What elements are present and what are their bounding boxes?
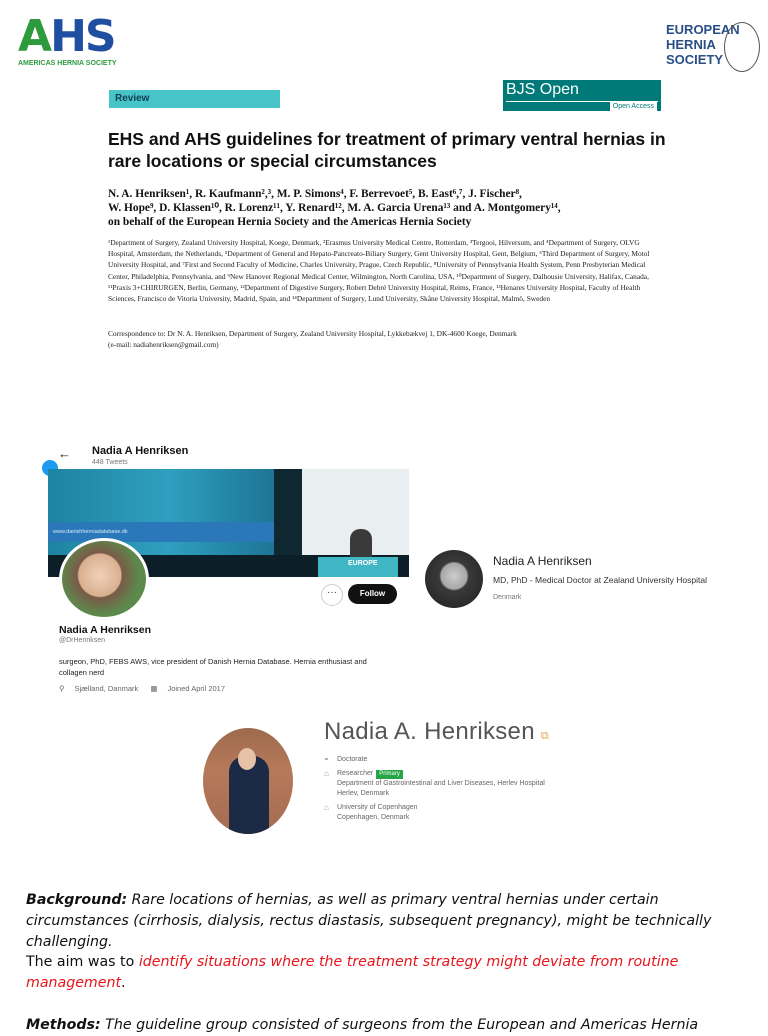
- linkedin-title: MD, PhD - Medical Doctor at Zealand University Hospital: [493, 575, 707, 585]
- section-label: Review: [109, 90, 280, 108]
- affiliations: ¹Department of Surgery, Zealand University Hospital, Koege, Denmark, ²Erasmus University Medical Centre, Rotterdam, ³Tergooi, Hilversum, and ⁴Department of Surgery, OLVG Hospital, Amsterdam, the Netherlands, ⁵Department of General and Hepato-Pancreato-Biliary Surgery, Gent University Hospital, Gent, Belgium, ⁶Third Department of Surgery, Motol University Hospital, and ⁷First and Second Faculty of Medicine, Charles University, Prague, Czech Republic, ⁸University of Pennsylvania Health System, Penn Presbyterian Medical Center, Philadelphia, Pennsylvania, and ⁹New Hanover Regional Medical Center, Wilmington, North Carolina, USA, ¹⁰Department of Surgery, Dalhousie University, Halifax, Canada, ¹¹Praxis 3+CHIRURGEN, Berlin, Germany, ¹²Department of Digestive Surgery, Robert Debré University Hospital, Reims, France, ¹³Henares University Hospital, Faculty of Health Sciences, Francisco de Vitoria University, Madrid, Spain, and ¹⁴Department of Surgery, Lund University, Skåne University Hospital, Malmö, Sweden: [108, 238, 650, 304]
- methods-label: Methods:: [26, 1017, 101, 1033]
- twitter-avatar[interactable]: [59, 538, 149, 620]
- twitter-meta: [59, 684, 235, 693]
- journal-name: BJS Open: [506, 81, 579, 98]
- banner-url-text: www.danishherniadatabase.dk: [53, 529, 128, 535]
- more-options-button[interactable]: ···: [321, 584, 343, 606]
- institution-icon: ⌂: [324, 769, 329, 778]
- twitter-display-name: Nadia A Henriksen: [59, 624, 152, 636]
- research-profile-name-text: Nadia A. Henriksen: [324, 718, 535, 745]
- background-paragraph: [26, 890, 746, 953]
- ahs-logo-hs: HS: [50, 11, 115, 62]
- linkedin-name[interactable]: Nadia A Henriksen: [493, 554, 592, 568]
- university-text: University of Copenhagen: [337, 804, 418, 811]
- graduation-cap-icon: ◓: [324, 755, 329, 764]
- twitter-profile-card: [48, 438, 410, 702]
- research-profile-name: [324, 718, 549, 746]
- banner-podium-text: EUROPE: [348, 560, 378, 567]
- role-text: Researcher: [337, 770, 374, 777]
- author-list: [108, 187, 668, 229]
- journal-badge: [503, 80, 661, 111]
- authors-line-3: on behalf of the European Hernia Society and the Americas Hernia Society: [108, 216, 472, 228]
- tweet-count: 448 Tweets: [92, 459, 128, 466]
- primary-badge: Primary: [376, 770, 403, 779]
- twitter-location: Sjælland, Danmark: [74, 684, 139, 693]
- banner-podium: [318, 557, 398, 577]
- linkedin-avatar[interactable]: [425, 550, 483, 608]
- aim-highlight: identify situations where the treatment strategy might deviate from routine management: [26, 954, 679, 991]
- institution-icon: ⌂: [324, 803, 329, 812]
- ehs-logo-line3: SOCIETY: [666, 52, 724, 67]
- university-location: Copenhagen, Denmark: [337, 814, 410, 821]
- correspondence-email: (e-mail: nadiahenriksen@gmail.com): [108, 339, 219, 349]
- twitter-bio: surgeon, PhD, FEBS AWS, vice president of Danish Hernia Database. Hernia enthusiast and collagen nerd: [59, 657, 367, 677]
- ehs-seal-icon: [724, 22, 760, 72]
- correspondence: [108, 329, 664, 350]
- degree-row: [324, 755, 584, 765]
- ahs-logo: [18, 11, 117, 80]
- methods-text: The guideline group consisted of surgeons from the European and Americas Hernia: [100, 1017, 699, 1033]
- twitter-joined: Joined April 2017: [167, 684, 226, 693]
- external-link-icon[interactable]: ⧉: [540, 730, 549, 742]
- background-text: Rare locations of hernias, as well as primary ventral hernias under certain circumstances (cirrhosis, dialysis, rectus diastasis, subsequent pregnancy), might be technically challenging.: [26, 892, 712, 950]
- twitter-handle: @DrHenriksen: [59, 637, 106, 644]
- background-label: Background:: [26, 892, 128, 908]
- follow-button[interactable]: Follow: [348, 584, 397, 604]
- authors-line-1: N. A. Henriksen¹, R. Kaufmann²,³, M. P. Simons⁴, F. Berrevoet⁵, B. East⁶,⁷, J. Fischer⁸,: [108, 188, 522, 200]
- ehs-logo: [666, 22, 762, 78]
- aim-paragraph: [26, 952, 746, 994]
- location-pin-icon: ⚲: [59, 684, 65, 693]
- open-access-label: Open Access: [610, 102, 657, 111]
- ahs-logo-a: A: [18, 11, 51, 62]
- role-row: [324, 769, 584, 799]
- banner-speaker: [350, 529, 372, 559]
- research-profile-details: [324, 755, 584, 827]
- department-text: Department of Gastrointestinal and Liver Diseases, Herlev Hospital: [337, 780, 545, 787]
- authors-line-2: W. Hope⁹, D. Klassen¹⁰, R. Lorenz¹¹, Y. Renard¹², M. A. Garcia Urena¹³ and A. Montgomery¹⁴,: [108, 202, 561, 214]
- aim-suffix: .: [121, 975, 126, 991]
- photo-face: [238, 748, 256, 770]
- twitter-header-name: Nadia A Henriksen: [92, 445, 189, 457]
- aim-prefix: The aim was to: [26, 954, 139, 970]
- calendar-icon: ▦: [150, 684, 158, 693]
- ahs-logo-subtitle: AMERICAS HERNIA SOCIETY: [18, 60, 117, 67]
- methods-paragraph: [26, 1015, 746, 1036]
- paper-title: EHS and AHS guidelines for treatment of primary ventral hernias in rare locations or special circumstances: [108, 129, 666, 171]
- degree-text: Doctorate: [337, 756, 368, 763]
- ehs-logo-line2: HERNIA: [666, 37, 716, 52]
- correspondence-address: Correspondence to: Dr N. A. Henriksen, Department of Surgery, Zealand University Hospital, Lykkebækvej 1, DK-4600 Koege, Denmark: [108, 329, 517, 338]
- back-arrow-icon[interactable]: ←: [58, 446, 71, 461]
- university-row: [324, 803, 584, 823]
- linkedin-location: Denmark: [493, 594, 522, 601]
- research-profile-photo: [203, 728, 293, 834]
- ehs-logo-line1: EUROPEAN: [666, 22, 740, 37]
- department-location: Herlev, Denmark: [337, 790, 389, 797]
